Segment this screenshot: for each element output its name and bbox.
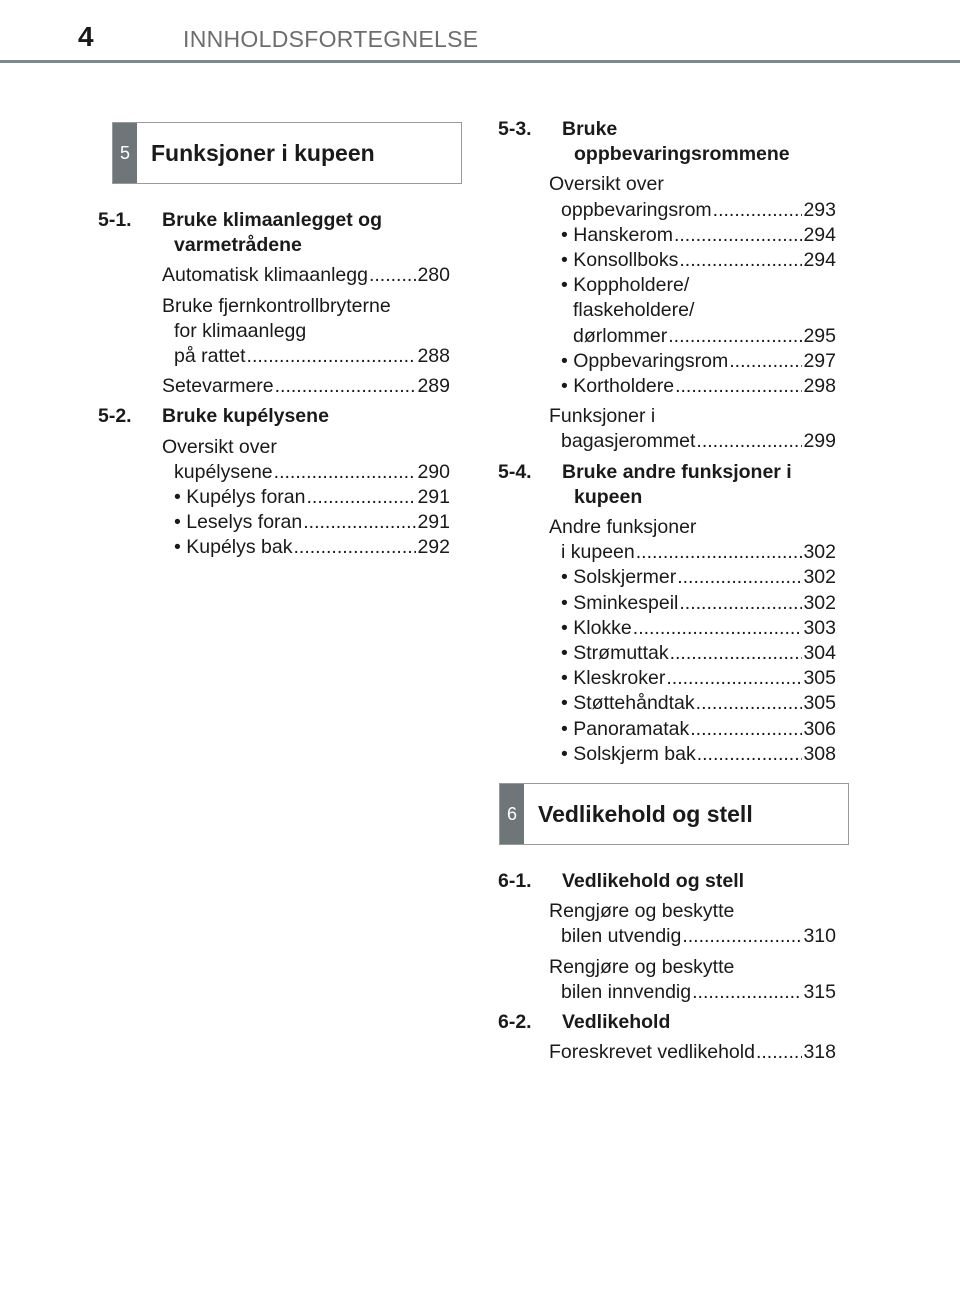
entry-label: bilen innvendig [561,980,692,1003]
entry-label: Bruke fjernkontrollbryterne [162,294,391,317]
entry-label: • Hanskerom [561,223,673,246]
toc-entry[interactable] [549,404,836,454]
toc-subentry[interactable] [174,535,450,560]
toc-subentry[interactable] [561,349,836,374]
toc-subentry[interactable] [174,485,450,510]
entry-label: • Panoramatak [561,717,690,740]
entry-label: • Oppbevaringsrom [561,349,729,372]
entry-page: 290 [417,460,450,483]
chapter-5-4[interactable] [498,460,836,510]
toc-subentry[interactable] [561,565,836,590]
chapter-title: Bruke klimaanlegget og varmetrådene [162,209,382,257]
entry-page: 291 [417,511,450,534]
section-number: 6 [500,784,524,844]
entry-label: Setevarmere [162,375,274,398]
toc-subentry[interactable] [561,666,836,691]
toc-subentry[interactable] [561,691,836,716]
entry-label: Oversikt over [162,435,277,458]
entry-label: dørlommer [573,324,668,347]
chapter-5-1[interactable] [98,208,450,258]
chapter-number: 5-3. [498,118,532,140]
entry-label: • Strømuttak [561,642,669,665]
chapter-number: 6-2. [498,1011,532,1034]
entry-label: • Koppholdere/ [561,274,690,297]
entry-label: Foreskrevet vedlikehold [549,1041,755,1064]
section-number: 5 [113,123,137,183]
chapter-5-3[interactable] [498,117,836,167]
entry-page: 305 [803,667,836,690]
chapter-number: 5-1. [98,209,132,231]
entry-label: Rengjøre og beskytte [549,955,735,978]
toc-subentry[interactable] [561,273,836,349]
entry-page: 280 [417,264,450,287]
chapter-title: Bruke kupélysene [162,405,329,428]
entry-label: • Leselys foran [174,511,303,534]
page-number: 4 [78,21,94,52]
chapter-number: 5-4. [498,460,532,483]
header-title: INNHOLDSFORTEGNELSE [183,26,479,52]
toc-entry[interactable] [162,294,450,370]
section-6-heading[interactable] [499,783,849,845]
toc-subentry[interactable] [561,717,836,742]
entry-page: 302 [803,591,836,614]
entry-page: 308 [803,742,836,765]
toc-subentry[interactable] [561,223,836,248]
chapter-title: Bruke oppbevaringsrommene [562,118,790,166]
toc-left-column [98,208,450,561]
entry-page: 295 [803,324,836,347]
entry-label: Rengjøre og beskytte [549,900,735,923]
entry-label: • Kortholdere [561,375,675,398]
entry-label: for klimaanlegg [174,319,307,342]
toc-entry[interactable] [162,263,450,288]
entry-page: 303 [803,616,836,639]
entry-label: Funksjoner i [549,405,656,428]
entry-page: 298 [803,375,836,398]
entry-page: 299 [803,430,836,453]
toc-subentry[interactable] [561,641,836,666]
toc-subentry[interactable] [561,248,836,273]
entry-page: 304 [803,642,836,665]
entry-page: 315 [803,980,836,1003]
entry-label: Andre funksjoner [549,516,697,539]
toc-subentry[interactable] [174,510,450,535]
toc-right-column [498,117,836,767]
entry-page: 293 [803,198,836,221]
entry-page: 292 [417,536,450,559]
chapter-title: Vedlikehold og stell [562,870,745,892]
page-header [0,0,960,64]
entry-label: kupélysene [174,460,273,483]
entry-label: bilen utvendig [561,925,682,948]
entry-page: 302 [803,566,836,589]
chapter-6-2[interactable] [498,1010,836,1035]
chapter-number: 5-2. [98,405,132,428]
entry-page: 306 [803,717,836,740]
entry-page: 302 [803,541,836,564]
section-title: Vedlikehold og stell [538,800,753,827]
chapter-title: Bruke andre funksjoner i kupeen [562,460,792,508]
entry-label: • Klokke [561,616,632,639]
toc-subentry[interactable] [561,742,836,767]
toc-right-column-section-6 [498,869,836,1070]
toc-entry[interactable] [549,515,836,565]
entry-page: 289 [417,375,450,398]
entry-label: bagasjerommet [561,430,696,453]
entry-page: 318 [803,1041,836,1064]
toc-subentry[interactable] [561,591,836,616]
entry-label: • Solskjerm bak [561,742,696,765]
chapter-number: 6-1. [498,870,532,892]
header-divider [0,60,960,63]
toc-entry[interactable] [549,899,836,949]
toc-entry[interactable] [162,374,450,399]
toc-subentry[interactable] [561,374,836,399]
entry-label: oppbevaringsrom [561,198,712,221]
chapter-5-2[interactable] [98,404,450,429]
entry-label: • Støttehåndtak [561,692,695,715]
toc-subentry[interactable] [561,616,836,641]
chapter-6-1[interactable] [498,869,836,894]
entry-page: 294 [803,223,836,246]
entry-page: 297 [803,349,836,372]
toc-entry[interactable] [549,1040,836,1065]
entry-page: 310 [803,925,836,948]
entry-page: 288 [417,345,450,368]
toc-entry[interactable] [162,435,450,485]
toc-entry[interactable] [549,955,836,1005]
entry-label: • Kleskroker [561,667,666,690]
entry-label: Automatisk klimaanlegg [162,264,368,287]
entry-page: 291 [417,486,450,509]
entry-page: 294 [803,249,836,272]
entry-label: Oversikt over [549,173,664,196]
entry-label: • Konsollboks [561,249,679,272]
toc-entry[interactable] [549,172,836,222]
section-title: Funksjoner i kupeen [151,139,375,166]
entry-label: • Kupélys bak [174,536,293,559]
entry-page: 305 [803,692,836,715]
entry-label: i kupeen [561,541,635,564]
entry-label: flaskeholdere/ [573,299,695,322]
entry-label: • Kupélys foran [174,486,306,509]
chapter-title: Vedlikehold [562,1011,671,1034]
entry-label: • Solskjermer [561,566,677,589]
entry-label: på rattet [174,345,246,368]
section-5-heading[interactable] [112,122,462,184]
entry-label: • Sminkespeil [561,591,679,614]
